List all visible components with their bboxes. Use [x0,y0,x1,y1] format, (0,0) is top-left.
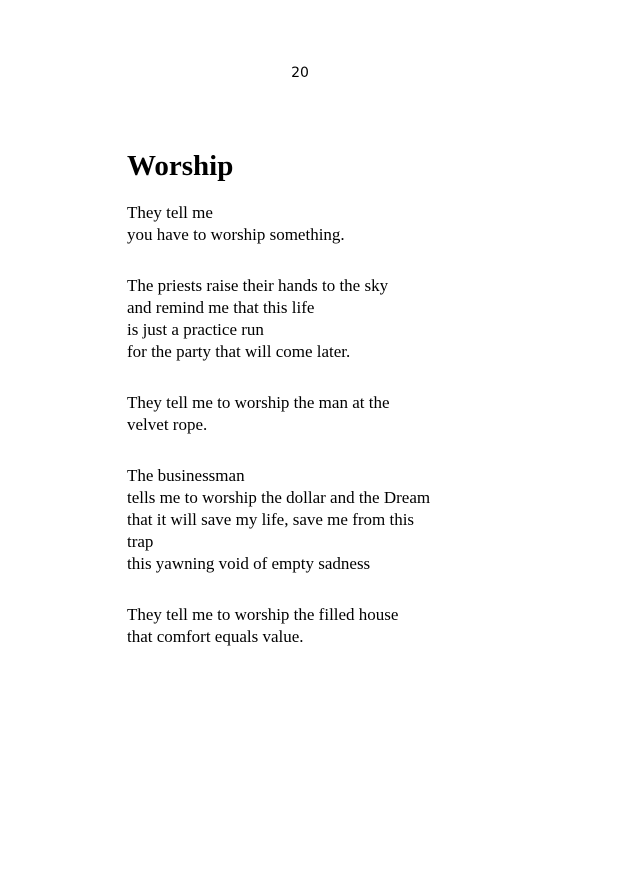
poem-line: is just a practice run [127,320,264,339]
poem-title: Worship [127,150,234,182]
poem-line: you have to worship something. [127,225,345,244]
poem-line: that comfort equals value. [127,627,304,646]
poem-line: They tell me to worship the filled house [127,605,399,624]
poem-line: this yawning void of empty sadness [127,554,371,573]
poem-line: They tell me to worship the man at the [127,393,390,412]
poem [127,149,607,677]
poem-line: They tell me [127,203,213,222]
stanza-5 [127,604,607,648]
stanza-2 [127,275,607,363]
poem-line: that it will save my life, save me from this [127,510,415,529]
poem-line: trap [127,532,154,551]
poem-line: tells me to worship the dollar and the Dream [127,488,431,507]
stanza-3 [127,392,607,436]
stanza-1 [127,202,607,246]
stanza-4 [127,465,607,575]
poem-line: velvet rope. [127,415,208,434]
poem-body [127,202,607,648]
poem-line: The priests raise their hands to the sky [127,276,389,295]
poem-line: for the party that will come later. [127,342,351,361]
poem-line: and remind me that this life [127,298,315,317]
poem-line: The businessman [127,466,245,485]
page-number: 20 [291,65,309,81]
